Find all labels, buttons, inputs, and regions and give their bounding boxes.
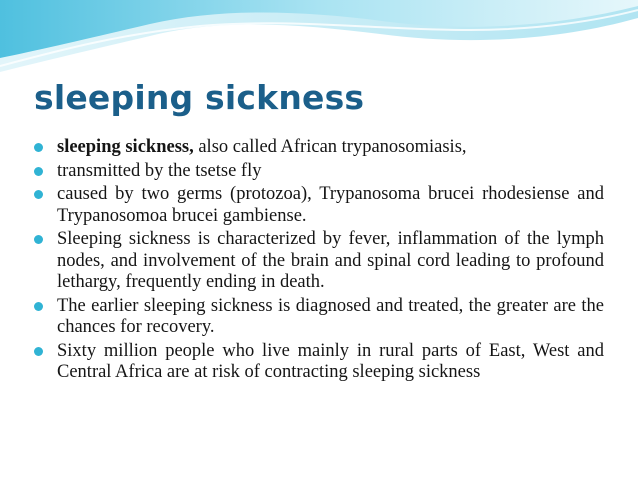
bullet-icon <box>34 347 43 356</box>
bullet-text: caused by two germs (protozoa), Trypanosoma brucei rhodesiense and Trypanosomoa brucei gambiense. <box>57 184 604 226</box>
bullet-icon <box>34 302 43 311</box>
bullet-text: Sixty million people who live mainly in rural parts of East, West and Central Africa are at risk of contracting sleeping sickness <box>57 340 604 382</box>
bullet-bold-text: sleeping sickness, <box>57 137 194 157</box>
bullet-icon <box>34 167 43 176</box>
bullet-item <box>32 184 604 227</box>
bullet-item <box>32 137 604 159</box>
bullet-icon <box>34 190 43 199</box>
bullet-text: Sleeping sickness is characterized by fever, inflammation of the lymph nodes, and involvement of the brain and spinal cord leading to profound lethargy, frequently ending in death. <box>57 229 604 292</box>
bullet-item <box>32 341 604 384</box>
bullet-item <box>32 229 604 294</box>
bullet-icon <box>34 143 43 152</box>
bullet-icon <box>34 235 43 244</box>
bullet-text: also called African trypanosomiasis, <box>193 137 467 157</box>
bullet-text: The earlier sleeping sickness is diagnosed and treated, the greater are the chances for recovery. <box>57 295 604 337</box>
bullet-list <box>32 137 604 386</box>
header-wave-decoration <box>0 0 638 80</box>
bullet-item <box>32 161 604 183</box>
bullet-text: transmitted by the tsetse fly <box>57 160 262 181</box>
bullet-item <box>32 296 604 339</box>
slide-title: sleeping sickness <box>34 78 365 117</box>
